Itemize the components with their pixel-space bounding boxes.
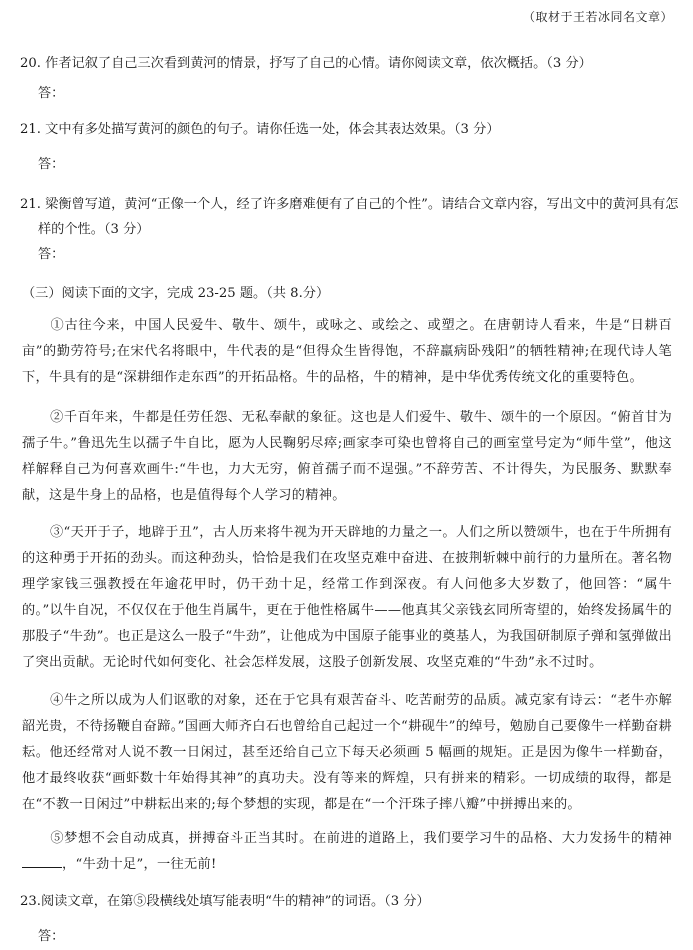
- question-20: 20. 作者记叙了自己三次看到黄河的情景，抒写了自己的心情。请你阅读文章，依次概括。（3 分）: [20, 56, 592, 71]
- paragraph-3: ③“天开于子，地辟于丑”，古人历来将牛视为开天辟地的力量之一。人们之所以赞颂牛，也在于牛所拥有的这种勇于开拓的劲头。而这种劲头，恰恰是我们在攻坚克难中奋进、在披荆斩棘中前行的力量所在。著名物理学家钱三强教授在年逾花甲时，仍干劲十足，经常工作到深夜。有人问他多大岁数了，他回答：“属牛的。”以牛自况，不仅仅在于他生肖属牛，更在于他性格属牛——他真其父亲钱玄同所寄望的，始终发扬属牛的那股子“牛劲”。也正是这么一股子“牛劲”，让他成为中国原子能事业的奠基人，为我国研制原子弹和氢弹做出了突出贡献。无论时代如何变化、社会怎样发展，这股子创新发展、攻坚克难的“牛劲”永不过时。: [22, 525, 672, 670]
- answer-label-20: 答：: [38, 86, 65, 101]
- answer-label-21a: 答：: [38, 157, 65, 172]
- paragraph-5: ⑤梦想不会自动成真，拼搏奋斗正当其时。在前进的道路上，我们要学习牛的品格、大力发扬牛的精神，“牛劲十足”，一往无前!: [22, 826, 672, 878]
- question-21b-line1: 21. 梁衡曾写道，黄河“正像一个人，经了许多磨难便有了自己的个性”。请结合文章内容，写出文中的黄河具有怎: [20, 197, 679, 212]
- section-3-title: （三）阅读下面的文字，完成 23-25 题。（共 8.分）: [22, 286, 330, 301]
- source-note: （取材于王若冰同名文章）: [522, 10, 673, 24]
- question-21a: 21. 文中有多处描写黄河的颜色的句子。请你任选一处，体会其表达效果。（3 分）: [20, 122, 500, 137]
- paragraph-2: ②千百年来，牛都是任劳任怨、无私奉献的象征。这也是人们爱牛、敬牛、颂牛的一个原因。“俯首甘为孺子牛。”鲁迅先生以孺子牛自比，愿为人民鞠躬尽瘁;画家李可染也曾将自己的画室堂号定为“师牛堂”，他这样解释自己为何喜欢画牛:“牛也，力大无穷，俯首孺子而不逞强。”不辞劳苦、不计得失，为民服务、默默奉献，这是牛身上的品格，也是值得每个人学习的精神。: [22, 410, 672, 503]
- question-21b-line2: 样的个性。（3 分）: [38, 222, 150, 237]
- paragraph-4: ④牛之所以成为人们讴歌的对象，还在于它具有艰苦奋斗、吃苦耐劳的品质。减克家有诗云：“老牛亦解韶光贵，不待扬鞭自奋蹄。”国画大师齐白石也曾给自己起过一个“耕砚牛”的绰号，勉励自己要像牛一样勤奋耕耘。他还经常对人说不教一日闲过，甚至还给自己立下每天必须画 5 幅画的规矩。正是因为像牛一样勤奋，他才最终收获“画虾数十年始得其神”的真功夫。没有等来的辉煌，只有拼来的精彩。一切成绩的取得，都是在“不教一日闲过”中耕耘出来的;每个梦想的实现，都是在“一个汗珠子摔八瓣”中拼搏出来的。: [22, 693, 672, 812]
- answer-label-21b: 答：: [38, 247, 65, 262]
- fill-in-blank[interactable]: [22, 855, 62, 868]
- answer-label-23: 答：: [38, 929, 65, 944]
- paragraph-1: ①古往今来，中国人民爱牛、敬牛、颂牛，或咏之、或绘之、或塑之。在唐朝诗人看来，牛是“日耕百亩”的勤劳符号;在宋代名将眼中，牛代表的是“但得众生皆得饱，不辞羸病卧残阳”的牺牲精神;在现代诗人笔下，牛具有的是“深耕细作走东西”的开拓品格。牛的品格，牛的精神，是中华优秀传统文化的重要特色。: [22, 318, 672, 385]
- question-23: 23.阅读文章，在第⑤段横线处填写能表明“牛的精神”的词语。（3 分）: [20, 894, 430, 909]
